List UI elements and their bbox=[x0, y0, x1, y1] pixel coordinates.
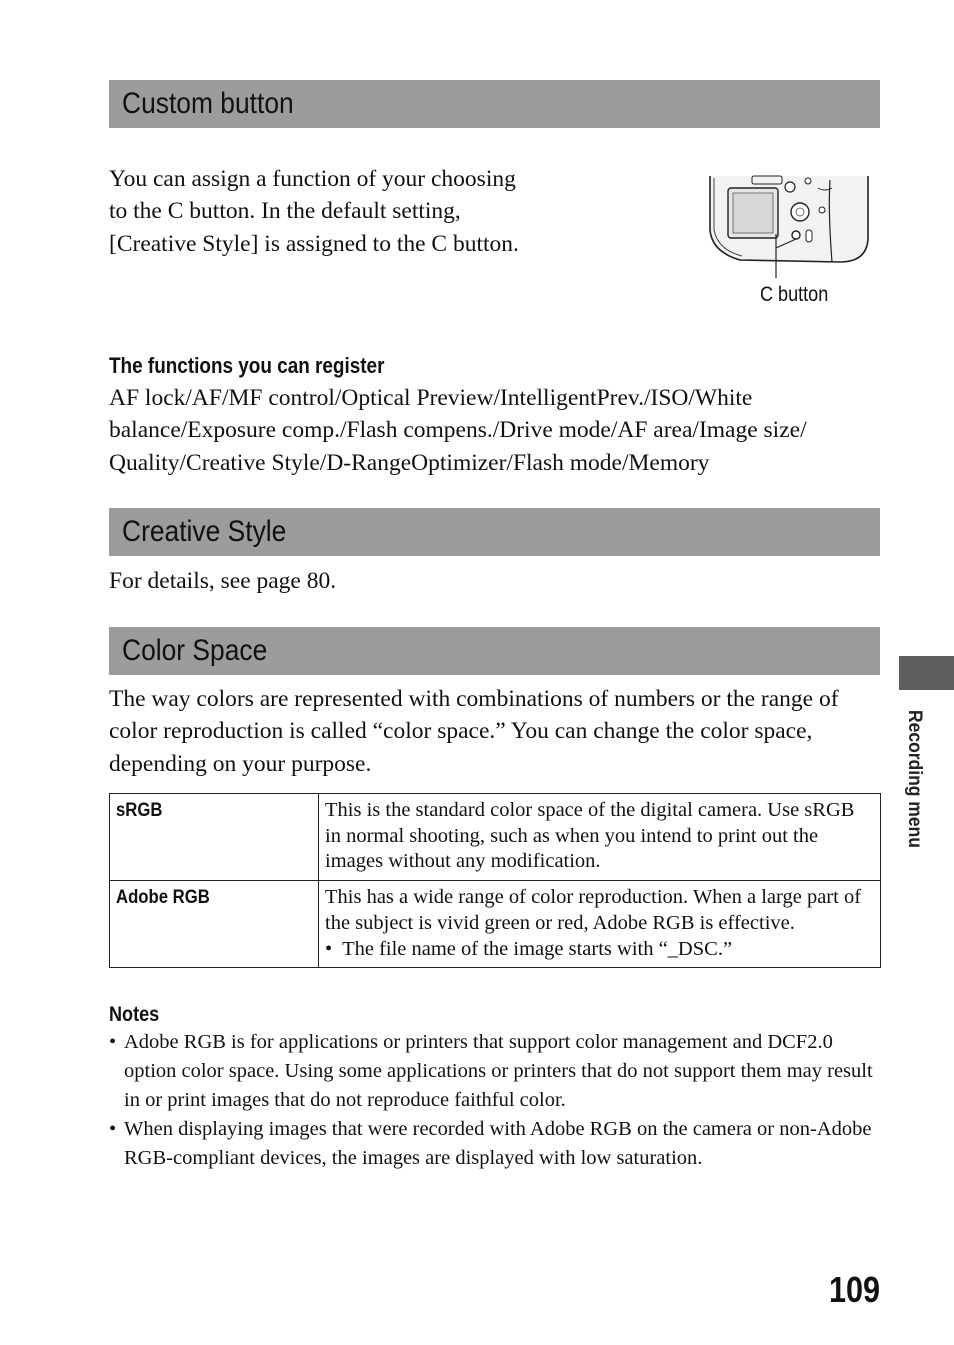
functions-subheading: The functions you can register bbox=[109, 353, 385, 378]
table-desc-bullet: • The file name of the image starts with “_DSC.” bbox=[325, 937, 733, 960]
page-number: 109 bbox=[828, 1269, 880, 1310]
color-space-table bbox=[109, 793, 881, 968]
section-heading-color-space: Color Space bbox=[109, 627, 880, 675]
table-row bbox=[110, 794, 881, 881]
bullet-glyph: • bbox=[109, 1031, 117, 1053]
table-term-cell: Adobe RGB bbox=[110, 881, 319, 968]
notes-list bbox=[109, 1028, 884, 1173]
bullet-glyph: • bbox=[109, 1118, 117, 1140]
table-row bbox=[110, 881, 881, 968]
camera-back-illustration bbox=[700, 170, 875, 282]
notes-heading: Notes bbox=[109, 1003, 160, 1026]
chapter-tab-label: Recording menu bbox=[904, 710, 925, 848]
table-term-cell: sRGB bbox=[110, 794, 319, 881]
table-desc-cell bbox=[319, 881, 881, 968]
section-heading-custom-button: Custom button bbox=[109, 80, 880, 128]
functions-list-text: AF lock/AF/MF control/Optical Preview/IntelligentPrev./ISO/White balance/Exposure comp./Flash compens./Drive mode/AF area/Image size/ Quality/Creative Style/D-RangeOptimizer/Flash mode/Memory bbox=[109, 385, 807, 476]
section-heading-creative-style: Creative Style bbox=[109, 508, 880, 556]
custom-button-intro: You can assign a function of your choosing to the C button. In the default setting, [Creative Style] is assigned to the C button. bbox=[109, 166, 519, 257]
table-desc-text: This has a wide range of color reproduction. When a large part of the subject is vivid green or red, Adobe RGB is effective. bbox=[325, 886, 862, 934]
table-desc-cell: This is the standard color space of the digital camera. Use sRGB in normal shooting, such as when you intend to print out the images without any modification. bbox=[319, 794, 881, 881]
c-button-caption: C button bbox=[760, 283, 829, 306]
creative-style-reference: For details, see page 80. bbox=[109, 568, 337, 594]
color-space-intro: The way colors are represented with combinations of numbers or the range of color reproduction is called “color space.” You can change the color space, depending on your purpose. bbox=[109, 686, 839, 777]
list-item: • Adobe RGB is for applications or printers that support color management and DCF2.0 option color space. Using some applications or printers that do not support them may result in or print images that do not reproduce faithful color. bbox=[109, 1028, 884, 1115]
list-item: • When displaying images that were recorded with Adobe RGB on the camera or non-Adobe RGB-compliant devices, the images are displayed with low saturation. bbox=[109, 1115, 884, 1173]
chapter-tab-marker bbox=[899, 656, 954, 690]
bullet-glyph: • bbox=[325, 937, 333, 960]
